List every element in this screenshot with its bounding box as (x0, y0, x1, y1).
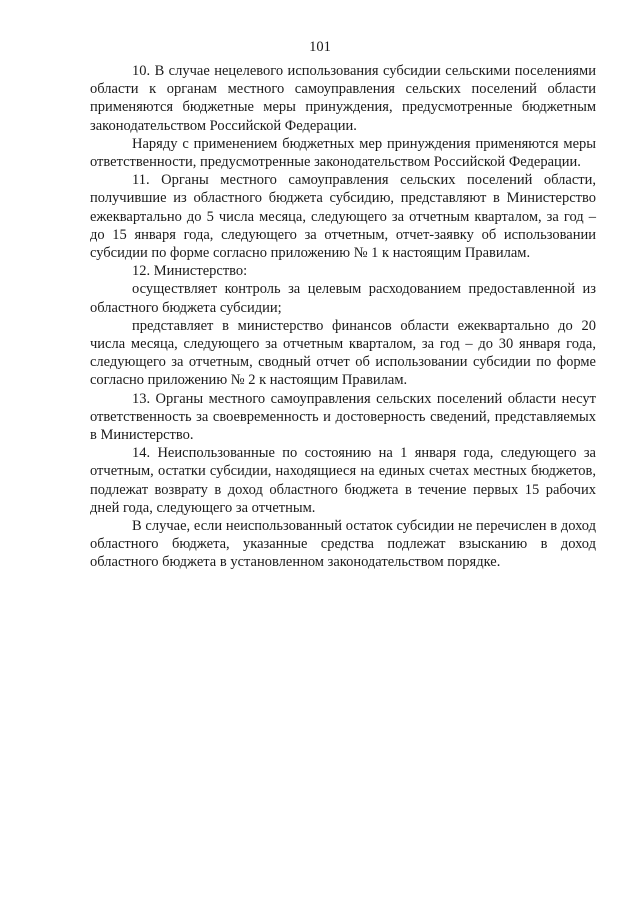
paragraph-11: 11. Органы местного самоуправления сельских поселений области, получившие из областного бюджета субсидию, представляют в Министерство ежеквартально до 5 числа месяца, следующего за отчетным кварталом, за год – до 15 января года, следующего за отчетным, отчет-заявку об использовании субсидии по форме согласно приложению № 1 к настоящим Правилам. (90, 172, 596, 262)
paragraph-10: 10. В случае нецелевого использования субсидии сельскими поселениями области к органам местного самоуправления сельских поселений области применяются бюджетные меры принуждения, предусмотренные бюджетным законодательством Российской Федерации. (90, 63, 596, 134)
paragraph-14: 14. Неиспользованные по состоянию на 1 января года, следующего за отчетным, остатки субсидии, находящиеся на единых счетах местных бюджетов, подлежат возврату в доход областного бюджета в течение первых 15 рабочих дней года, следующего за отчетным. (90, 445, 596, 516)
paragraph-10-continuation: Наряду с применением бюджетных мер принуждения применяются меры ответственности, предусмотренные законодательством Российской Федерации. (90, 135, 596, 171)
page-number: 101 (309, 39, 331, 55)
paragraph-13: 13. Органы местного самоуправления сельских поселений области несут ответственность за своевременность и достоверность сведений, представляемых в Министерство. (90, 390, 596, 444)
paragraph-14-continuation: В случае, если неиспользованный остаток субсидии не перечислен в доход областного бюджета, указанные средства подлежат взысканию в доход областного бюджета в установленном законодательством порядке. (90, 518, 596, 571)
paragraph-12-item-control: осуществляет контроль за целевым расходованием предоставленной из областного бюджета субсидии; (90, 281, 596, 316)
document-body (90, 62, 596, 572)
paragraph-12-item-report: представляет в министерство финансов области ежеквартально до 20 числа месяца, следующего за отчетным кварталом, за год – до 30 января года, следующего за отчетным, сводный отчет об использовании субсидии по форме согласно приложению № 2 к настоящим Правилам. (90, 317, 596, 389)
paragraph-12: 12. Министерство: (132, 263, 248, 280)
